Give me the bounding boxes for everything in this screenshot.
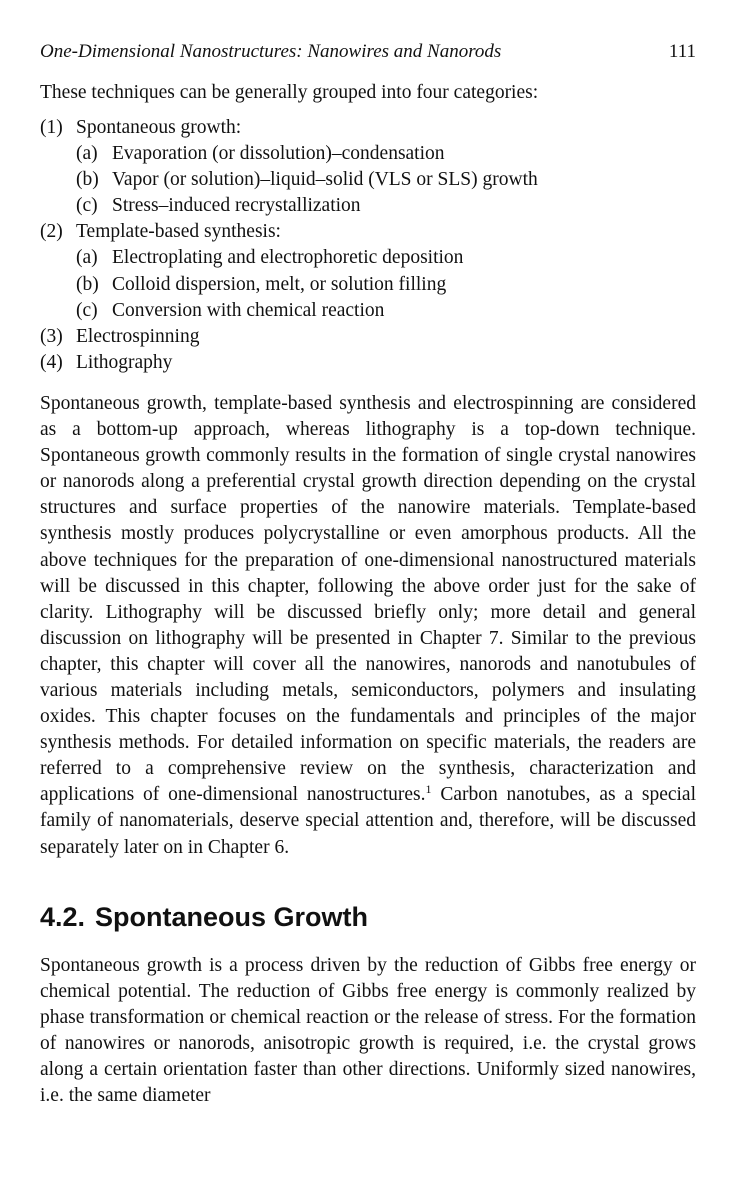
subcategory-label: Stress–induced recrystallization [112, 195, 361, 217]
body-paragraph [40, 391, 696, 861]
subcategory-number: (b) [76, 273, 99, 295]
category-label: Lithography [76, 351, 173, 373]
category-label: Template-based synthesis: [76, 221, 281, 243]
category-item [40, 115, 696, 219]
subcategory-label: Conversion with chemical reaction [112, 299, 385, 321]
page-number: 111 [668, 41, 696, 62]
subcategory-label: Electroplating and electrophoretic deposition [112, 247, 464, 269]
subcategory-item [76, 141, 696, 167]
category-item [40, 219, 696, 323]
subcategory-item [76, 167, 696, 193]
paragraph-text-tail: Carbon nanotubes, as a special family of nanomaterials, deserve special attention and, therefore, will be discussed separately later on in Chapter 6. [40, 784, 696, 858]
section-heading [40, 901, 696, 933]
category-number: (3) [40, 325, 63, 347]
subcategory-number: (a) [76, 247, 98, 269]
body-paragraph: Spontaneous growth is a process driven by the reduction of Gibbs free energy or chemical potential. The reduction of Gibbs free energy is commonly realized by phase transformation or chemical reaction or the release of stress. For the formation of nanowires or nanorods, anisotropic growth is required, i.e. the crystal grows along a certain orientation faster than other directions. Uniformly sized nanowires, i.e. the same diameter [40, 954, 696, 1107]
paragraph-text: Spontaneous growth, template-based synthesis and electrospinning are considered as a bottom-up approach, whereas lithography is a top-down technique. Spontaneous growth commonly results in the formation of single crystal nanowires or nanorods along a preferential crystal growth direction depending on the crystal structures and surface properties of the nanowire materials. Template-based synthesis mostly produces polycrystalline or even amorphous products. All the above techniques for the preparation of one-dimensional nanostructured materials will be discussed in this chapter, following the above order just for the sake of clarity. Lithography will be discussed briefly only; more detail and general discussion on lithography will be presented in Chapter 7. Similar to the previous chapter, this chapter will cover all the nanowires, nanorods and nanotubules of various materials including metals, semiconductors, polymers and insulating oxides. This chapter focuses on the fundamentals and principles of the major synthesis methods. For detailed information on specific materials, the readers are referred to a comprehensive review on the synthesis, characterization and applications of one-dimensional nanostructures. [40, 392, 696, 806]
section-title: Spontaneous Growth [95, 901, 369, 932]
subcategory-number: (c) [76, 195, 98, 217]
subcategory-item [76, 272, 696, 298]
category-label: Spontaneous growth: [76, 117, 242, 138]
category-number: (1) [40, 117, 63, 138]
category-item [40, 324, 696, 350]
subcategory-label: Evaporation (or dissolution)–condensation [112, 143, 445, 165]
intro-sentence: These techniques can be generally grouped into four categories: [40, 82, 539, 103]
category-number: (2) [40, 221, 63, 243]
book-page [40, 40, 696, 1109]
category-number: (4) [40, 351, 63, 373]
running-header [40, 40, 696, 64]
subcategory-list [76, 141, 696, 219]
subcategory-number: (b) [76, 169, 99, 191]
category-label: Electrospinning [76, 325, 200, 347]
category-item [40, 350, 696, 376]
subcategory-item [76, 245, 696, 271]
footnote-reference: 1 [425, 782, 432, 797]
subcategory-item [76, 298, 696, 324]
subcategory-label: Vapor (or solution)–liquid–solid (VLS or SLS) growth [112, 169, 538, 191]
subcategory-label: Colloid dispersion, melt, or solution filling [112, 273, 447, 295]
category-list [40, 115, 696, 376]
subcategory-item [76, 193, 696, 219]
subcategory-list [76, 245, 696, 323]
subcategory-number: (c) [76, 299, 98, 321]
running-title: One-Dimensional Nanostructures: Nanowires and Nanorods [40, 41, 502, 62]
subcategory-number: (a) [76, 143, 98, 165]
section-number: 4.2. [40, 901, 86, 932]
